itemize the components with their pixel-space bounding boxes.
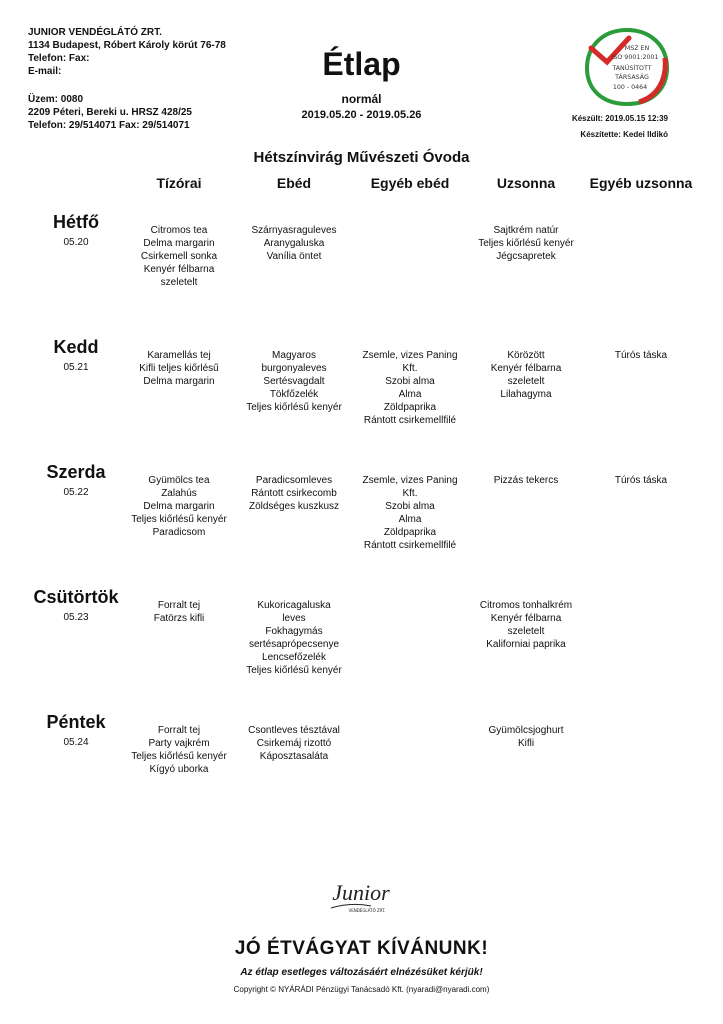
- meal-item: Alma: [398, 389, 422, 400]
- meal-item: Csontleves tésztával: [248, 725, 340, 736]
- cert-line5: 100 - 0464: [612, 84, 648, 91]
- day-date: 05.22: [63, 487, 89, 498]
- meal-item: Kft.: [402, 363, 418, 374]
- institution-name: Hétszínvirág Művészeti Óvoda: [253, 149, 470, 166]
- meal-item: Szobi alma: [385, 376, 435, 387]
- unit-phone: Telefon: 29/514071 Fax: 29/514071: [28, 120, 190, 131]
- cert-line1: MSZ EN: [624, 45, 650, 52]
- meal-item: Rántott csirkecomb: [251, 488, 337, 499]
- day-date: 05.21: [63, 362, 89, 373]
- meal-cell-ebed: [234, 224, 354, 263]
- meal-item: Teljes kiőrlésű kenyér: [131, 514, 227, 525]
- cert-line4: TÁRSASÁG: [615, 74, 649, 81]
- iso-certificate-logo: [585, 28, 669, 106]
- meal-item: Sertésvagdalt: [263, 376, 325, 387]
- meal-item: Paradicsomleves: [255, 475, 333, 486]
- meal-item: Fokhagymás: [265, 626, 323, 637]
- meal-cell-egyeb-ebed: [350, 349, 470, 427]
- company-name: JUNIOR VENDÉGLÁTÓ ZRT.: [28, 27, 162, 38]
- column-header-egyeb-uzsonna: Egyéb uzsonna: [589, 175, 693, 191]
- meal-item: Citromos tonhalkrém: [479, 600, 573, 611]
- meal-item: sertésaprópecsenye: [248, 639, 340, 650]
- meal-item: Káposztasaláta: [259, 751, 329, 762]
- day-date: 05.23: [63, 612, 89, 623]
- meal-item: szeletelt: [507, 376, 545, 387]
- meal-cell-uzsonna: [466, 474, 586, 487]
- meal-item: Kifli teljes kiőrlésű: [139, 363, 219, 374]
- meal-cell-uzsonna: [466, 224, 586, 263]
- date-range: 2019.05.20 - 2019.05.26: [301, 109, 422, 121]
- footer-copyright: Copyright © NYÁRÁDI Pénzügyi Tanácsadó Kft. (nyaradi@nyaradi.com): [233, 985, 490, 994]
- junior-logo-text: Junior: [332, 880, 390, 905]
- meal-item: Zöldpaprika: [383, 402, 437, 413]
- day-label: [28, 587, 124, 623]
- meal-cell-uzsonna: [466, 599, 586, 651]
- day-name: Kedd: [53, 337, 99, 357]
- meal-item: Gyümölcs tea: [148, 475, 210, 486]
- day-name: Péntek: [46, 712, 106, 732]
- created-by: Készítette: Kedei Ildikó: [580, 130, 668, 139]
- meal-cell-tizorai: [119, 349, 239, 388]
- meal-cell-tizorai: [119, 224, 239, 289]
- meal-item: Túrós táska: [614, 475, 668, 486]
- meal-cell-tizorai: [119, 724, 239, 776]
- meal-item: Kifli: [517, 738, 535, 749]
- day-label: [28, 462, 124, 498]
- meal-item: Kenyér félbarna: [490, 613, 562, 624]
- unit-address: 2209 Péteri, Bereki u. HRSZ 428/25: [28, 107, 192, 118]
- day-date: 05.20: [63, 237, 89, 248]
- meal-item: Pizzás tekercs: [493, 475, 559, 486]
- junior-logo-subtext: VENDÉGLÁTÓ ZRT.: [348, 908, 386, 913]
- meal-item: Zsemle, vizes Paning: [362, 350, 458, 361]
- meal-cell-uzsonna: [466, 724, 586, 750]
- menu-type: normál: [341, 92, 382, 106]
- day-name: Csütörtök: [33, 587, 119, 607]
- meal-item: Rántott csirkemellfilé: [363, 415, 457, 426]
- meal-cell-ebed: [234, 599, 354, 677]
- meal-cell-uzsonna: [466, 349, 586, 401]
- meal-item: Delma margarin: [143, 501, 215, 512]
- meal-item: Citromos tea: [150, 225, 208, 236]
- meal-item: burgonyaleves: [261, 363, 327, 374]
- column-header-uzsonna: Uzsonna: [496, 175, 556, 191]
- meal-item: Delma margarin: [143, 376, 215, 387]
- day-name: Szerda: [46, 462, 106, 482]
- meal-item: szeletelt: [507, 626, 545, 637]
- meal-item: Csirkemell sonka: [140, 251, 218, 262]
- meal-item: Kígyó uborka: [149, 764, 209, 775]
- meal-item: Magyaros: [272, 350, 316, 361]
- cert-line3: TANÚSÍTOTT: [612, 65, 652, 72]
- meal-item: Szobi alma: [385, 501, 435, 512]
- meal-item: Zsemle, vizes Paning: [362, 475, 458, 486]
- meal-item: Rántott csirkemellfilé: [363, 540, 457, 551]
- meal-item: Paradicsom: [152, 527, 206, 538]
- meal-item: Teljes kiőrlésű kenyér: [246, 665, 342, 676]
- meal-item: Party vajkrém: [148, 738, 210, 749]
- company-address: 1134 Budapest, Róbert Károly körút 76-78: [28, 40, 226, 51]
- column-header-tizorai: Tízórai: [156, 175, 202, 191]
- meal-item: Lencsefőzelék: [262, 652, 326, 663]
- meal-item: Túrós táska: [614, 350, 668, 361]
- day-name: Hétfő: [53, 212, 99, 232]
- meal-item: Teljes kiőrlésű kenyér: [131, 751, 227, 762]
- meal-item: Körözött: [507, 350, 545, 361]
- meal-item: Teljes kiőrlésű kenyér: [246, 402, 342, 413]
- meal-item: szeletelt: [160, 277, 198, 288]
- page-title: Étlap: [322, 46, 401, 82]
- meal-item: leves: [282, 613, 306, 624]
- unit-id: Üzem: 0080: [28, 94, 84, 105]
- column-header-egyeb-ebed: Egyéb ebéd: [370, 175, 450, 191]
- meal-cell-ebed: [234, 474, 354, 513]
- company-email: E-mail:: [28, 66, 62, 77]
- day-label: [28, 712, 124, 748]
- meal-item: Kenyér félbarna: [143, 264, 215, 275]
- meal-item: Fatörzs kifli: [153, 613, 205, 624]
- day-label: [28, 337, 124, 373]
- meal-item: Tökfőzelék: [269, 389, 319, 400]
- meal-item: Teljes kiőrlésű kenyér: [478, 238, 574, 249]
- meal-item: Kukoricagaluska: [257, 600, 331, 611]
- meal-item: Kft.: [402, 488, 418, 499]
- meal-item: Zalahús: [161, 488, 197, 499]
- meal-item: Forralt tej: [157, 600, 201, 611]
- meal-item: Szárnyasraguleves: [251, 225, 337, 236]
- meal-cell-tizorai: [119, 599, 239, 625]
- junior-brand-logo: [311, 878, 411, 918]
- company-phone-fax: Telefon: Fax:: [28, 53, 90, 64]
- footer-slogan: JÓ ÉTVÁGYAT KÍVÁNUNK!: [234, 938, 489, 959]
- created-date: Készült: 2019.05.15 12:39: [571, 114, 668, 123]
- meal-cell-ebed: [234, 349, 354, 414]
- meal-item: Jégcsapretek: [496, 251, 556, 262]
- meal-item: Zöldséges kuszkusz: [248, 501, 340, 512]
- meal-item: Lilahagyma: [500, 389, 552, 400]
- meal-cell-egyeb-uzsonna: [581, 349, 701, 362]
- meal-item: Kenyér félbarna: [490, 363, 562, 374]
- meal-item: Aranygaluska: [263, 238, 325, 249]
- day-label: [28, 212, 124, 248]
- cert-line2: ISO 9001:2001: [611, 54, 659, 61]
- meal-item: Alma: [398, 514, 422, 525]
- meal-item: Zöldpaprika: [383, 527, 437, 538]
- meal-item: Sajtkrém natúr: [493, 225, 559, 236]
- footer-note: Az étlap esetleges változásáért elnézésüket kérjük!: [240, 967, 483, 978]
- meal-item: Csirkemáj rizottó: [256, 738, 332, 749]
- meal-cell-ebed: [234, 724, 354, 763]
- meal-item: Kaliforniai paprika: [486, 639, 566, 650]
- meal-item: Forralt tej: [157, 725, 201, 736]
- meal-cell-egyeb-ebed: [350, 474, 470, 552]
- meal-cell-egyeb-uzsonna: [581, 474, 701, 487]
- meal-item: Karamellás tej: [147, 350, 211, 361]
- meal-item: Vanília öntet: [266, 251, 322, 262]
- column-header-ebed: Ebéd: [276, 175, 312, 191]
- meal-item: Delma margarin: [143, 238, 215, 249]
- meal-cell-tizorai: [119, 474, 239, 539]
- meal-item: Gyümölcsjoghurt: [488, 725, 564, 736]
- day-date: 05.24: [63, 737, 89, 748]
